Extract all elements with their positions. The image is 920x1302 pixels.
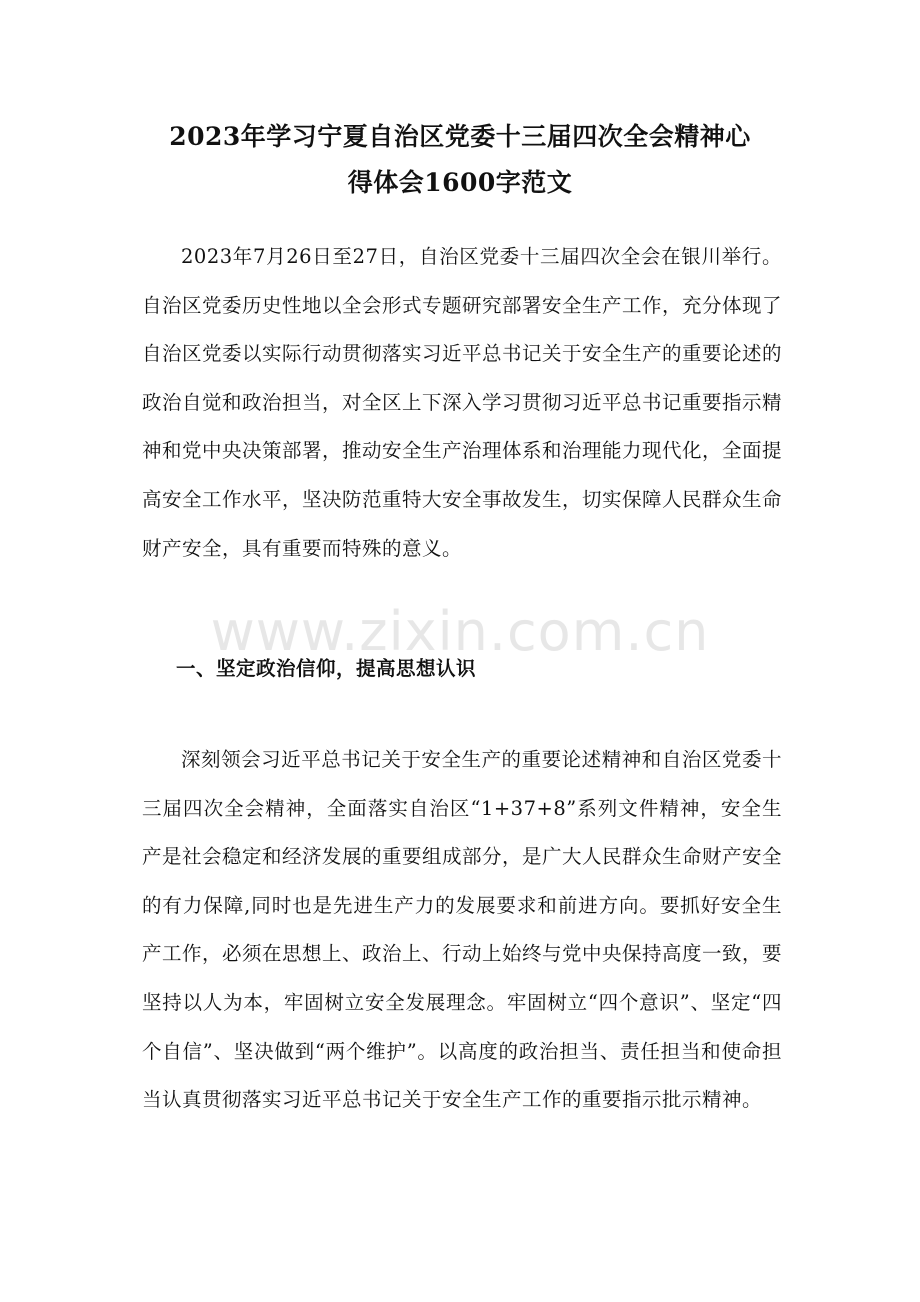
watermark: www.zixin.com.cn (210, 600, 710, 663)
title-line-1: 2023年学习宁夏自治区党委十三届四次全会精神心 (169, 122, 751, 151)
intro-paragraph: 2023年7月26日至27日，自治区党委十三届四次全会在银川举行。自治区党委历史性地以全会形式专题研究部署安全生产工作，充分体现了自治区党委以实际行动贯彻落实习近平总书记关于安全生产的重要论述的政治自觉和政治担当，对全区上下深入学习贯彻习近平总书记重要指示精神和党中央决策部署，推动安全生产治理体系和治理能力现代化，全面提高安全工作水平，坚决防范重特大安全事故发生，切实保障人民群众生命财产安全，具有重要而特殊的意义。 (142, 245, 783, 560)
title-line-2: 得体会1600字范文 (347, 168, 573, 197)
document-title (120, 114, 800, 206)
section-heading-1: 一、坚定政治信仰，提高思想认识 (176, 657, 477, 680)
section-1-paragraph: 深刻领会习近平总书记关于安全生产的重要论述精神和自治区党委十三届四次全会精神，全面落实自治区“1+37+8”系列文件精神，安全生产是社会稳定和经济发展的重要组成部分，是广大人民群众生命财产安全的有力保障,同时也是先进生产力的发展要求和前进方向。要抓好安全生产工作，必须在思想上、政治上、行动上始终与党中央保持高度一致，要坚持以人为本，牢固树立安全发展理念。牢固树立“四个意识”、坚定“四个自信”、坚决做到“两个维护”。以高度的政治担当、责任担当和使命担当认真贯彻落实习近平总书记关于安全生产工作的重要指示批示精神。 (142, 748, 783, 1112)
